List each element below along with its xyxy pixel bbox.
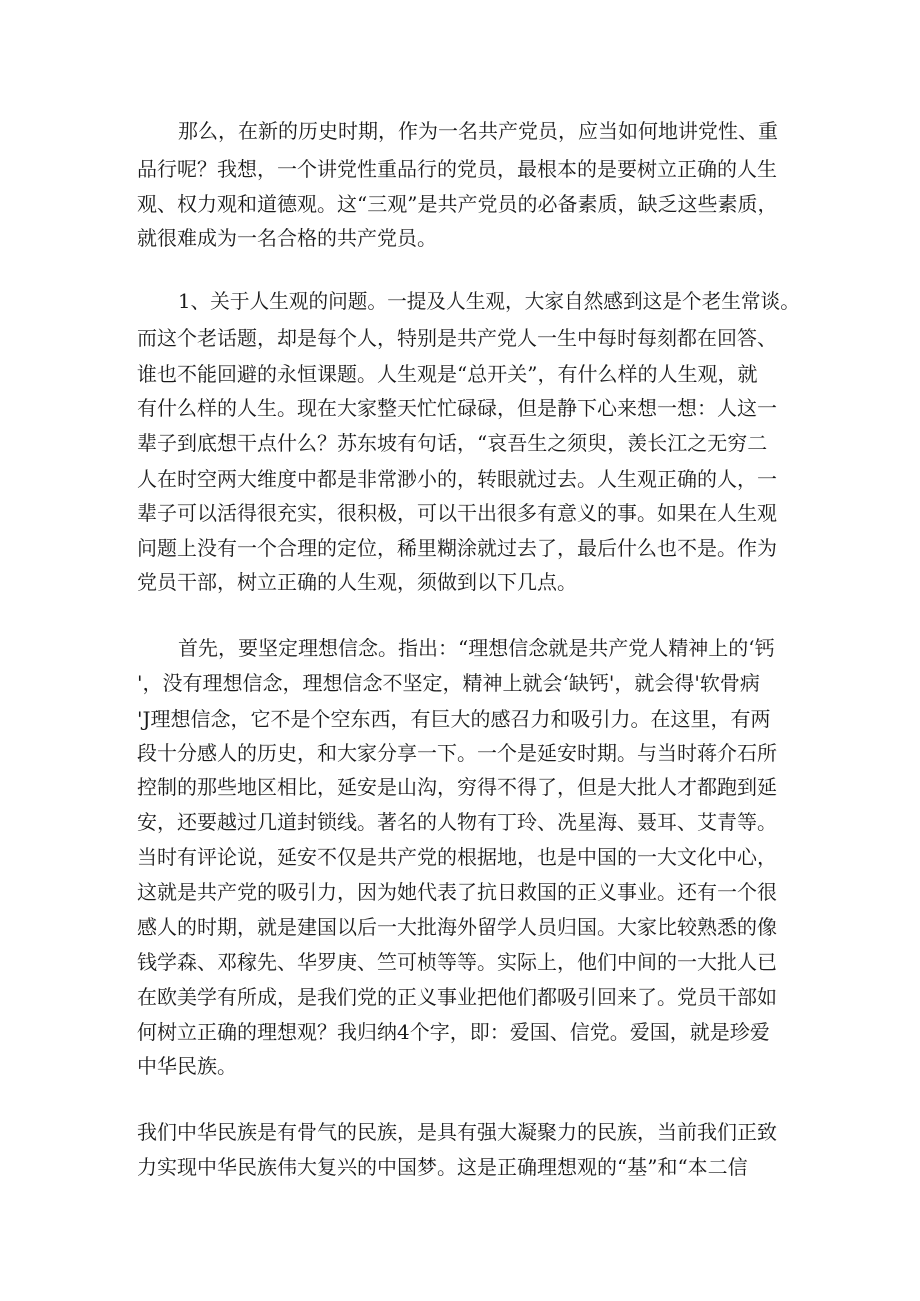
paragraph-line: 我们中华民族是有骨气的民族，是具有强大凝聚力的民族，当前我们正致 [137, 1120, 777, 1144]
paragraph-line: 谁也不能回避的永恒课题。人生观是“总开关”，有什么样的人生观，就 [137, 362, 758, 386]
paragraph-line: 而这个老话题，却是每个人，特别是共产党人一生中每时每刻都在回答、 [137, 326, 777, 350]
paragraph-line: 段十分感人的历史，和大家分享一下。一个是延安时期。与当时蒋介石所 [137, 741, 777, 765]
paragraph-line: 这就是共产党的吸引力，因为她代表了抗日救国的正义事业。还有一个很 [137, 880, 777, 904]
paragraph-line: 问题上没有一个合理的定位，稀里糊涂就过去了，最后什么也不是。作为 [137, 536, 777, 560]
paragraph-line: 有什么样的人生。现在大家整天忙忙碌碌，但是静下心来想一想：人这一 [137, 396, 777, 420]
paragraph-line: 首先，要坚定理想信念。指出：“理想信念就是共产党人精神上的‘钙 [178, 636, 775, 660]
paragraph-line: 那么，在新的历史时期，作为一名共产党员，应当如何地讲党性、重 [178, 119, 778, 143]
paragraph-line: 就很难成为一名合格的共产党员。 [137, 226, 437, 250]
paragraph-line: 观、权力观和道德观。这“三观”是共产党员的必备素质，缺乏这些素质， [137, 192, 778, 216]
paragraph-line: 中华民族。 [137, 1054, 237, 1078]
paragraph-line: 何树立正确的理想观？我归纳4个字，即：爱国、信党。爱国，就是珍爱 [137, 1020, 770, 1044]
paragraph-line: 在欧美学有所成，是我们党的正义事业把他们都吸引回来了。党员干部如 [137, 985, 777, 1009]
paragraph-line: 1、关于人生观的问题。一提及人生观，大家自然感到这是个老生常谈。 [178, 290, 800, 313]
paragraph-line: 辈子可以活得很充实，很积极，可以干出很多有意义的事。如果在人生观 [137, 501, 777, 525]
paragraph-line: 控制的那些地区相比，延安是山沟，穷得不得了，但是大批人才都跑到延 [137, 775, 777, 799]
paragraph-line: 品行呢？我想，一个讲党性重品行的党员，最根本的是要树立正确的人生 [137, 157, 777, 181]
paragraph-line: 人在时空两大维度中都是非常渺小的，转眼就过去。人生观正确的人，一 [137, 467, 777, 491]
paragraph-line: 辈子到底想干点什么？苏东坡有句话，“哀吾生之须臾，羡长江之无穷二 [137, 431, 768, 455]
paragraph-line: 安，还要越过几道封锁线。著名的人物有丁玲、冼星海、聂耳、艾青等。 [137, 810, 777, 834]
paragraph-line: 当时有评论说，延安不仅是共产党的根据地，也是中国的一大文化中心， [137, 845, 777, 869]
paragraph-line: 感人的时期，就是建国以后一大批海外留学人员归国。大家比较熟悉的像 [137, 915, 777, 939]
paragraph-line: 钱学森、邓稼先、华罗庚、竺可桢等等。实际上，他们中间的一大批人已 [137, 950, 777, 974]
paragraph-line: 党员干部，树立正确的人生观，须做到以下几点。 [137, 570, 577, 594]
paragraph-line: '，没有理想信念，理想信念不坚定，精神上就会‘缺钙'，就会得'软骨病 [137, 671, 760, 695]
paragraph-line: 力实现中华民族伟大复兴的中国梦。这是正确理想观的“基”和“本二信 [137, 1155, 748, 1179]
paragraph-line: 'J理想信念，它不是个空东西，有巨大的感召力和吸引力。在这里，有两 [137, 707, 771, 731]
